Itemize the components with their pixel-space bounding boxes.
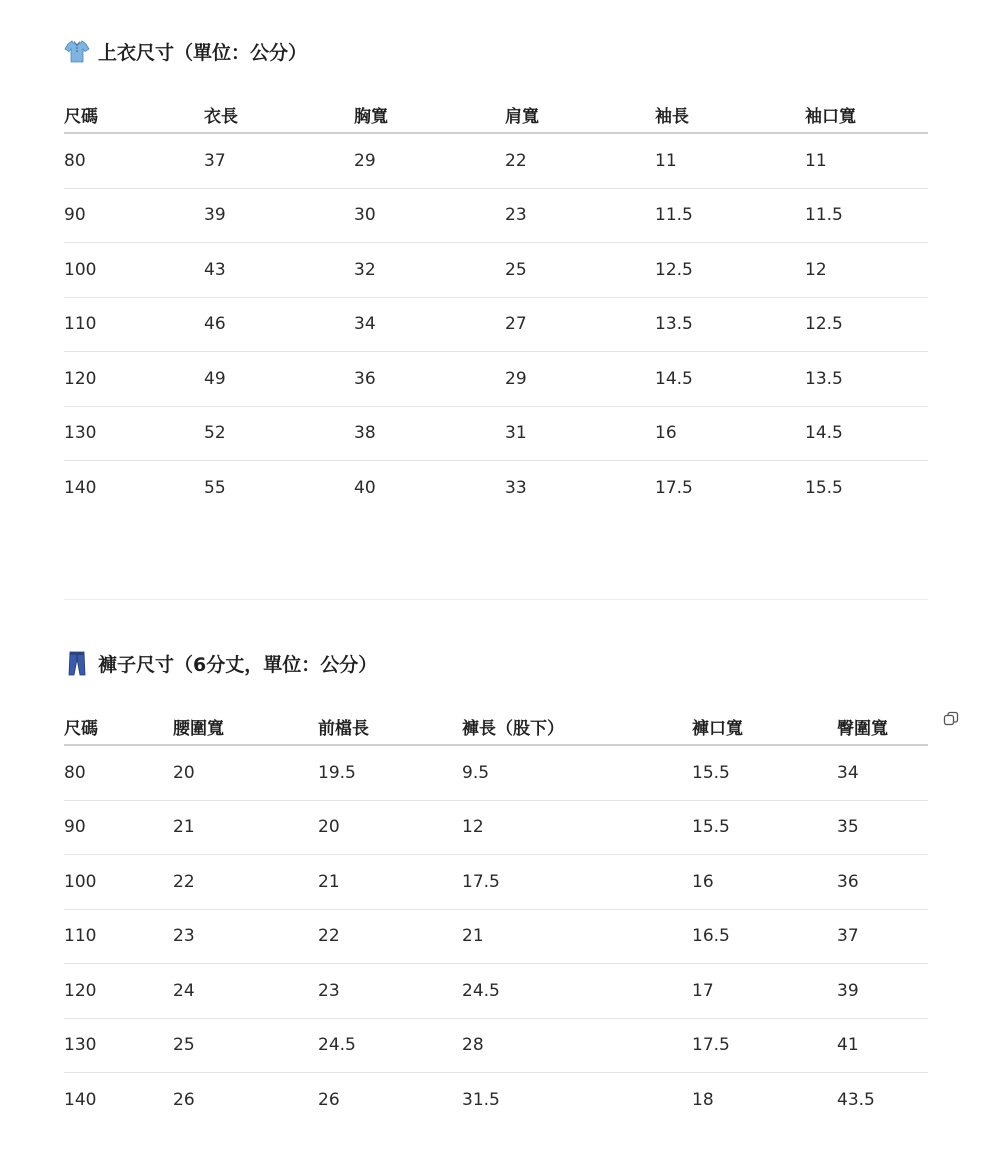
- table-cell: 34: [354, 297, 505, 352]
- pants-size-section: [64, 642, 928, 1127]
- table-row: [64, 800, 928, 855]
- table-cell: 34: [837, 745, 928, 800]
- table-cell: 29: [354, 133, 505, 188]
- table-cell: 15.5: [692, 800, 837, 855]
- tops-size-table: [64, 96, 928, 515]
- table-cell: 49: [204, 352, 354, 407]
- table-cell: 9.5: [462, 745, 692, 800]
- table-row: [64, 133, 928, 188]
- table-cell: 110: [64, 909, 173, 964]
- table-cell: 29: [505, 352, 655, 407]
- column-header-hip-width: 臀圍寬: [837, 708, 928, 745]
- table-cell: 41: [837, 1018, 928, 1073]
- table-cell: 39: [837, 964, 928, 1019]
- table-cell: 23: [318, 964, 462, 1019]
- table-cell: 90: [64, 800, 173, 855]
- table-cell: 12: [805, 243, 928, 298]
- table-cell: 100: [64, 855, 173, 910]
- table-cell: 22: [173, 855, 318, 910]
- table-row: [64, 297, 928, 352]
- jeans-icon: [64, 650, 90, 676]
- tops-size-title: 上衣尺寸（單位：公分）: [98, 41, 308, 64]
- table-cell: 24.5: [462, 964, 692, 1019]
- column-header-front-rise: 前檔長: [318, 708, 462, 745]
- table-cell: 90: [64, 188, 204, 243]
- table-cell: 17.5: [692, 1018, 837, 1073]
- table-cell: 35: [837, 800, 928, 855]
- table-cell: 30: [354, 188, 505, 243]
- pants-size-table: [64, 708, 928, 1127]
- table-cell: 15.5: [692, 745, 837, 800]
- table-cell: 14.5: [805, 406, 928, 461]
- column-header-size: 尺碼: [64, 96, 204, 133]
- table-row: [64, 745, 928, 800]
- table-cell: 18: [692, 1089, 714, 1110]
- table-cell: 11: [655, 133, 805, 188]
- table-cell: 140: [64, 477, 97, 498]
- table-cell: 31.5: [462, 1089, 500, 1110]
- column-header-length: 衣長: [204, 96, 354, 133]
- table-cell: 24: [173, 964, 318, 1019]
- table-cell: 80: [64, 745, 173, 800]
- table-cell: 20: [173, 745, 318, 800]
- table-cell: 26: [318, 1089, 340, 1110]
- table-cell: 19.5: [318, 745, 462, 800]
- table-cell: 21: [318, 855, 462, 910]
- table-cell: 23: [173, 909, 318, 964]
- table-cell: 37: [837, 909, 928, 964]
- table-cell: 27: [505, 297, 655, 352]
- table-row: [64, 352, 928, 407]
- table-cell: 15.5: [805, 477, 843, 498]
- table-cell: 26: [173, 1089, 195, 1110]
- table-cell: 17.5: [655, 477, 693, 498]
- table-cell: 43.5: [837, 1089, 875, 1110]
- table-cell: 14.5: [655, 352, 805, 407]
- table-cell: 21: [462, 909, 692, 964]
- table-row: [64, 243, 928, 298]
- table-cell: 25: [505, 243, 655, 298]
- table-cell: 22: [505, 133, 655, 188]
- table-cell: 100: [64, 243, 204, 298]
- table-cell: 43: [204, 243, 354, 298]
- table-header-row: [64, 96, 928, 133]
- table-cell: 22: [318, 909, 462, 964]
- table-row: [64, 1018, 928, 1073]
- pants-size-title: 褲子尺寸（6分丈，單位：公分）: [98, 653, 378, 676]
- column-header-hem-width: 褲口寬: [692, 708, 837, 745]
- table-row: [64, 188, 928, 243]
- table-cell: 120: [64, 352, 204, 407]
- column-header-cuff-width: 袖口寬: [805, 96, 928, 133]
- table-cell: 13.5: [655, 297, 805, 352]
- table-cell: 12: [462, 800, 692, 855]
- table-cell: 55: [204, 477, 226, 498]
- table-cell: 24.5: [318, 1018, 462, 1073]
- column-header-sleeve-length: 袖長: [655, 96, 805, 133]
- table-cell: 16.5: [692, 909, 837, 964]
- table-cell: 31: [505, 406, 655, 461]
- copy-icon: [943, 711, 959, 731]
- table-cell: 140: [64, 1089, 97, 1110]
- column-header-chest-width: 胸寬: [354, 96, 505, 133]
- table-cell: 130: [64, 406, 204, 461]
- table-row: [64, 1073, 928, 1127]
- table-header-row: [64, 708, 928, 745]
- table-cell: 110: [64, 297, 204, 352]
- section-divider: [64, 599, 928, 600]
- tops-size-heading: [64, 30, 928, 72]
- table-cell: 17.5: [462, 855, 692, 910]
- table-cell: 11.5: [805, 188, 928, 243]
- table-cell: 52: [204, 406, 354, 461]
- table-cell: 36: [837, 855, 928, 910]
- table-cell: 120: [64, 964, 173, 1019]
- column-header-shoulder-width: 肩寬: [505, 96, 655, 133]
- table-cell: 17: [692, 964, 837, 1019]
- table-cell: 16: [655, 406, 805, 461]
- table-cell: 12.5: [805, 297, 928, 352]
- column-header-waist-width: 腰圍寬: [173, 708, 318, 745]
- table-cell: 37: [204, 133, 354, 188]
- table-cell: 21: [173, 800, 318, 855]
- table-cell: 32: [354, 243, 505, 298]
- table-cell: 12.5: [655, 243, 805, 298]
- table-cell: 130: [64, 1018, 173, 1073]
- table-row: [64, 461, 928, 515]
- table-row: [64, 855, 928, 910]
- table-cell: 28: [462, 1018, 692, 1073]
- table-row: [64, 406, 928, 461]
- table-cell: 13.5: [805, 352, 928, 407]
- table-cell: 38: [354, 406, 505, 461]
- table-row: [64, 909, 928, 964]
- pants-size-heading: [64, 642, 928, 684]
- table-cell: 40: [354, 477, 376, 498]
- table-cell: 36: [354, 352, 505, 407]
- table-cell: 16: [692, 855, 837, 910]
- tops-size-section: [64, 30, 928, 515]
- table-cell: 25: [173, 1018, 318, 1073]
- table-row: [64, 964, 928, 1019]
- table-cell: 11: [805, 133, 928, 188]
- column-header-inseam: 褲長（股下）: [462, 708, 692, 745]
- table-cell: 33: [505, 477, 527, 498]
- copy-table-button[interactable]: [941, 711, 961, 731]
- table-cell: 46: [204, 297, 354, 352]
- column-header-size: 尺碼: [64, 708, 173, 745]
- table-cell: 23: [505, 188, 655, 243]
- table-cell: 20: [318, 800, 462, 855]
- table-cell: 80: [64, 133, 204, 188]
- shirt-icon: [64, 38, 90, 64]
- table-cell: 11.5: [655, 188, 805, 243]
- table-cell: 39: [204, 188, 354, 243]
